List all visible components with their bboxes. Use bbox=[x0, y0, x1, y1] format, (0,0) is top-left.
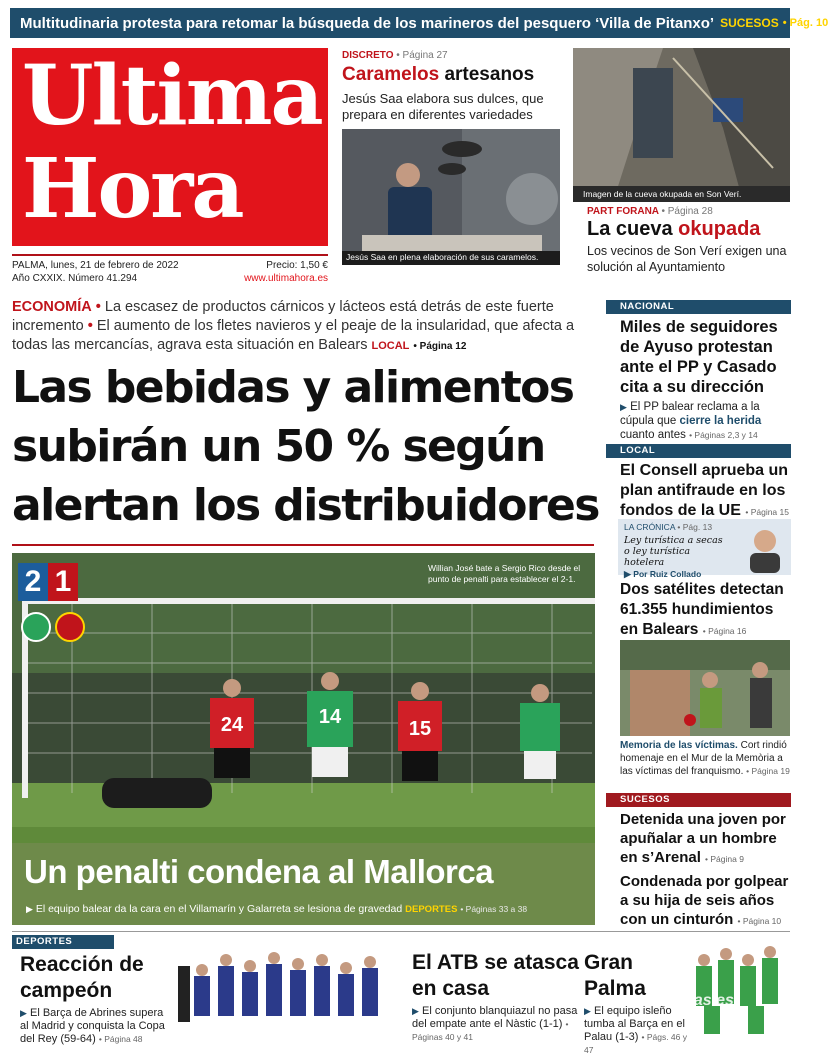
top-banner-headline: Multitudinaria protesta para retomar la búsqueda de los marineros del pesquero ‘Villa de Pitanxo’ bbox=[20, 14, 715, 32]
bottom-atb-headline: El ATB se atasca en casa bbox=[412, 951, 579, 1000]
columnist-avatar bbox=[742, 523, 788, 573]
top-banner-section: SUCESOS bbox=[720, 16, 779, 30]
sidebar-memoria-page: • Página 19 bbox=[746, 766, 790, 776]
headline-rule bbox=[12, 544, 594, 546]
bullet-dot: • bbox=[95, 299, 101, 315]
bottom-palma-body: El equipo isleño tumba al Barça en el Palau (1-3) bbox=[584, 1005, 685, 1043]
football-photo-caption: Willian José bate a Sergio Rico desde el punto de penalti para establecer el 2-1. bbox=[428, 563, 581, 584]
bottom-barca-headline: Reacción de campeón bbox=[20, 953, 144, 1002]
teaser-caramelos-kicker bbox=[342, 50, 560, 61]
main-headline-line-1: Las bebidas y alimentos bbox=[12, 362, 574, 413]
economia-text-2: El aumento de los fletes navieros y el peaje de la insularidad, que afecta a todas las mercancías, agrava esta situación en Balears bbox=[12, 318, 575, 353]
price: Precio: 1,50 € bbox=[266, 260, 328, 271]
sidebar-nacional-body-pre: El PP balear reclama a la cúpula que bbox=[620, 401, 760, 427]
penalty-scene-illustration bbox=[12, 553, 595, 843]
bottom-atb-body-wrap bbox=[412, 1005, 582, 1044]
teaser-caramelos[interactable] bbox=[342, 48, 560, 288]
bottom-palma-page: • Págs. 46 y 47 bbox=[584, 1032, 687, 1055]
sidebar-nacional-body bbox=[606, 400, 791, 442]
sidebar-local-page: • Página 15 bbox=[745, 507, 789, 517]
dateline: PALMA, lunes, 21 de febrero de 2022 bbox=[12, 260, 179, 271]
main-headline[interactable] bbox=[12, 358, 602, 535]
main-headline-line-3: alertan los distribuidores bbox=[12, 480, 599, 531]
teaser-cueva-section: PART FORANA bbox=[587, 206, 659, 217]
bottom-barca-body: El Barça de Abrines supera al Madrid y conquista la Copa del Rey (59-64) bbox=[20, 1007, 165, 1045]
football-subhead-text: El equipo balear da la cara en el Villamarín y Galarreta se lesiona de gravedad bbox=[35, 903, 403, 915]
teaser-cueva-kicker bbox=[573, 206, 790, 217]
logo-line-2: Hora bbox=[22, 141, 243, 237]
economia-page: • Página 12 bbox=[413, 341, 467, 352]
triangle-bullet-icon: ▶ bbox=[412, 1006, 419, 1016]
sidebar-sucesos-item-1 bbox=[606, 810, 791, 869]
football-headline[interactable]: Un penalti condena al Mallorca bbox=[24, 853, 494, 890]
teaser-caramelos-headline-red: Caramelos bbox=[342, 64, 440, 85]
teaser-caramelos-photo[interactable] bbox=[342, 129, 560, 265]
score-home: 2 bbox=[18, 563, 48, 601]
teaser-cueva-headline bbox=[573, 217, 790, 241]
score-away: 1 bbox=[48, 563, 78, 601]
sidebar-local-label: LOCAL bbox=[606, 444, 791, 458]
bullet-dot: • bbox=[87, 318, 93, 334]
sidebar-sucesos-headline-1: Detenida una joven por apuñalar a un hombre en s’Arenal bbox=[620, 811, 786, 866]
sidebar-sucesos-label: SUCESOS bbox=[606, 793, 791, 807]
sidebar-satelites[interactable] bbox=[606, 580, 791, 641]
teaser-caramelos-page: • Página 27 bbox=[396, 50, 448, 61]
sidebar-nacional-headline: Miles de seguidores de Ayuso protestan ante el PP y Casado cita a su dirección bbox=[620, 318, 778, 396]
sidebar-local-headline: El Consell aprueba un plan antifraude en los fondos de la UE bbox=[620, 462, 789, 519]
economia-text-1: La escasez de productos cárnicos y lácteos está detrás de este fuerte incremento bbox=[12, 299, 554, 334]
teaser-caramelos-headline bbox=[342, 63, 560, 87]
logo-line-1: Ultima bbox=[22, 48, 322, 144]
bottom-atb-page: • Páginas 40 y 41 bbox=[412, 1019, 569, 1042]
teaser-caramelos-caption: Jesús Saa en plena elaboración de sus caramelos. bbox=[346, 252, 539, 262]
sidebar-satelites-headline-wrap bbox=[606, 580, 791, 641]
top-banner[interactable] bbox=[10, 8, 828, 38]
memorial-illustration bbox=[620, 640, 790, 736]
economia-kicker bbox=[12, 298, 596, 356]
sidebar-satelites-headline: Dos satélites detectan 61.355 hundimientos en Balears bbox=[620, 581, 784, 638]
sidebar-memoria-photo[interactable] bbox=[620, 640, 790, 736]
bottom-palma-photo[interactable] bbox=[690, 936, 790, 1040]
sidebar-cronica-page: • Pág. 13 bbox=[677, 522, 713, 532]
teaser-cueva-body: Los vecinos de Son Verí exigen una solución al Ayuntamiento bbox=[587, 244, 787, 274]
teaser-caramelos-section: DISCRETO bbox=[342, 50, 394, 61]
sidebar-sucesos[interactable] bbox=[606, 793, 791, 931]
scoreboard bbox=[18, 563, 78, 601]
triangle-bullet-icon: ▶ bbox=[20, 1008, 27, 1018]
economia-local-tag[interactable]: LOCAL bbox=[371, 340, 410, 352]
mallorca-crest-icon bbox=[56, 613, 84, 641]
teaser-cueva-headline-black: La cueva bbox=[587, 218, 673, 240]
top-banner-page: • Pág. 10 bbox=[782, 17, 828, 29]
economia-section: ECONOMÍA bbox=[12, 299, 92, 315]
basketball-team-illustration bbox=[174, 936, 404, 1036]
bottom-barca-photo[interactable] bbox=[174, 936, 404, 1036]
candy-maker-illustration bbox=[342, 129, 560, 265]
sidebar-sucesos-headline-2: Condenada por golpear a su hija de seis años con un cinturón bbox=[620, 873, 789, 928]
football-subhead bbox=[26, 903, 527, 915]
triangle-bullet-icon: ▶ bbox=[624, 569, 631, 579]
teaser-cueva-photo[interactable] bbox=[573, 48, 790, 202]
triangle-bullet-icon: ▶ bbox=[620, 402, 627, 412]
teaser-cueva[interactable] bbox=[573, 48, 790, 288]
sidebar-sucesos-item-2 bbox=[606, 872, 791, 931]
teaser-caramelos-body: Jesús Saa elabora sus dulces, que prepara en diferentes variedades bbox=[342, 91, 544, 122]
sidebar-nacional[interactable] bbox=[606, 300, 791, 442]
main-headline-line-2: subirán un 50 % según bbox=[12, 421, 545, 472]
bottom-atb[interactable] bbox=[412, 950, 582, 1044]
bottom-palma-headline: Gran Palma bbox=[584, 951, 646, 1000]
sidebar-memoria-text: Cort rindió homenaje en el Mur de la Memòria a las víctimas del franquismo. bbox=[620, 740, 787, 777]
football-section[interactable]: DEPORTES bbox=[405, 904, 458, 915]
triangle-bullet-icon: ▶ bbox=[26, 904, 33, 914]
betis-crest-icon bbox=[22, 613, 50, 641]
sidebar-memoria[interactable] bbox=[620, 740, 790, 779]
sidebar-cronica-label: LA CRÓNICA bbox=[624, 522, 676, 532]
teaser-cueva-caption: Imagen de la cueva okupada en Son Verí. bbox=[583, 189, 742, 199]
bottom-rule bbox=[12, 931, 790, 932]
bottom-palma-body-wrap bbox=[584, 1005, 688, 1057]
bottom-barca-body-wrap bbox=[20, 1007, 170, 1046]
newspaper-logo[interactable] bbox=[12, 48, 328, 246]
team-crests bbox=[20, 610, 88, 644]
sidebar-sucesos-page-1: • Página 9 bbox=[705, 854, 744, 864]
teaser-cueva-page: • Página 28 bbox=[661, 206, 713, 217]
sidebar-nacional-page: • Páginas 2,3 y 14 bbox=[689, 430, 758, 440]
website-link[interactable]: www.ultimahora.es bbox=[244, 273, 328, 284]
player-number-24: 24 bbox=[220, 714, 244, 736]
futsal-team-illustration bbox=[690, 936, 790, 1040]
football-photo[interactable] bbox=[12, 553, 595, 843]
sidebar-nacional-body-post: cuanto antes bbox=[620, 429, 686, 441]
player-number-15: 15 bbox=[408, 718, 432, 740]
bottom-atb-body: El conjunto blanquiazul no pasa del empate ante el Nàstic (1-1) bbox=[412, 1005, 578, 1030]
sidebar-memoria-bold: Memoria de las víctimas. bbox=[620, 740, 738, 751]
masthead-rule bbox=[12, 254, 328, 256]
bottom-barca-page: • Página 48 bbox=[98, 1034, 143, 1044]
sidebar-sucesos-page-2: • Página 10 bbox=[737, 916, 782, 926]
sidebar-cronica-text: Ley turística a secas o ley turística hotelera bbox=[624, 535, 723, 568]
cave-illustration bbox=[573, 48, 790, 202]
sidebar-cronica-author-name: Por Ruiz Collado bbox=[633, 569, 702, 579]
sidebar-local[interactable] bbox=[606, 444, 791, 522]
bottom-deportes-label: DEPORTES bbox=[12, 935, 114, 949]
sidebar-cronica[interactable] bbox=[618, 519, 791, 579]
teaser-caramelos-headline-rest: artesanos bbox=[444, 64, 535, 85]
football-page: • Páginas 33 a 38 bbox=[460, 904, 528, 914]
sidebar-nacional-body-bold: cierre la herida bbox=[679, 415, 762, 427]
player-number-14: 14 bbox=[318, 706, 342, 728]
teaser-cueva-headline-red: okupada bbox=[678, 218, 761, 240]
triangle-bullet-icon: ▶ bbox=[584, 1006, 591, 1016]
masthead-info bbox=[12, 254, 328, 285]
sidebar-local-headline-wrap bbox=[606, 461, 791, 522]
issue-number: Año CXXIX. Número 41.294 bbox=[12, 273, 138, 284]
watermark: VerPortadas.es bbox=[618, 992, 734, 1009]
sidebar-nacional-label: NACIONAL bbox=[606, 300, 791, 314]
sidebar-satelites-page: • Página 16 bbox=[702, 626, 747, 636]
bottom-barca[interactable] bbox=[20, 952, 170, 1046]
